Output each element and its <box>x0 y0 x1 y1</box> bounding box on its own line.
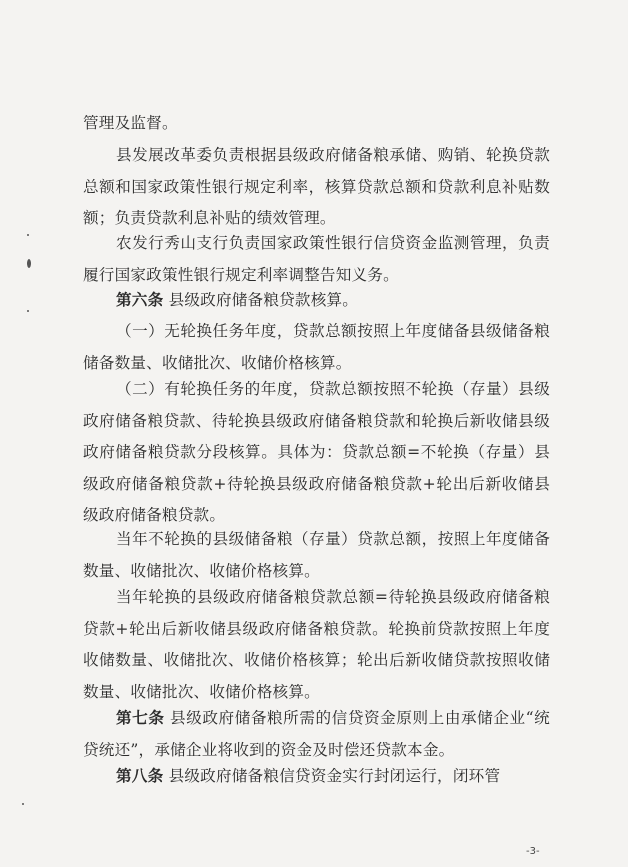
paragraph-text: 管理及监督。 <box>83 114 178 132</box>
paragraph-rotation-loan <box>83 582 550 708</box>
page-number: -3- <box>526 846 540 857</box>
article-8 <box>83 760 550 793</box>
paragraph-text: （一）无轮换任务年度，贷款总额按照上年度储备县级储备粮储备数量、收储批次、收储价格核算。 <box>83 322 550 372</box>
paragraph-3 <box>83 228 550 291</box>
scan-speck <box>27 259 31 268</box>
clause-2 <box>83 374 550 532</box>
paragraph-text: 当年不轮换的县级储备粮（存量）贷款总额，按照上年度储备数量、收储批次、收储价格核算。 <box>83 530 550 580</box>
article-6 <box>83 284 550 317</box>
article-7-heading: 第七条 <box>116 708 165 727</box>
article-7-text: 县级政府储备粮所需的信贷资金原则上由承储企业“统贷统还”，承储企业将收到的资金及时偿还贷款本金。 <box>83 709 550 759</box>
scan-speck <box>27 310 29 312</box>
clause-1 <box>83 316 550 379</box>
article-6-text: 县级政府储备粮贷款核算。 <box>168 291 359 309</box>
article-7 <box>83 702 550 766</box>
paragraph-text: 农发行秀山支行负责国家政策性银行信贷资金监测管理，负责履行国家政策性银行规定利率调整告知义务。 <box>83 234 550 284</box>
article-8-text: 县级政府储备粮信贷资金实行封闭运行，闭环管 <box>168 767 501 785</box>
paragraph-text: （二）有轮换任务的年度，贷款总额按照不轮换（存量）县级政府储备粮贷款、待轮换县级政府储备粮贷款和轮换后新收储县级政府储备粮贷款分段核算。具体为：贷款总额=不轮换（存量）县级政府储备粮贷款+待轮换县级政府储备粮贷款+轮出后新收储县级政府储备粮贷款。 <box>83 380 550 524</box>
paragraph-2 <box>83 140 550 235</box>
article-6-heading: 第六条 <box>116 290 164 309</box>
paragraph-text: 县发展改革委负责根据县级政府储备粮承储、购销、轮换贷款总额和国家政策性银行规定利率，核算贷款总额和贷款利息补贴数额；负责贷款利息补贴的绩效管理。 <box>83 146 550 227</box>
article-8-heading: 第八条 <box>116 766 164 785</box>
paragraph-text: 当年轮换的县级政府储备粮贷款总额=待轮换县级政府储备粮贷款+轮出后新收储县级政府储备粮贷款。轮换前贷款按照上年度收储数量、收储批次、收储价格核算；轮出后新收储贷款按照收储数量、收储批次、收储价格核算。 <box>83 588 550 701</box>
paragraph-stock-loan <box>83 524 550 587</box>
scan-speck <box>27 234 29 236</box>
scan-speck <box>22 803 24 805</box>
paragraph-1 <box>83 108 550 140</box>
